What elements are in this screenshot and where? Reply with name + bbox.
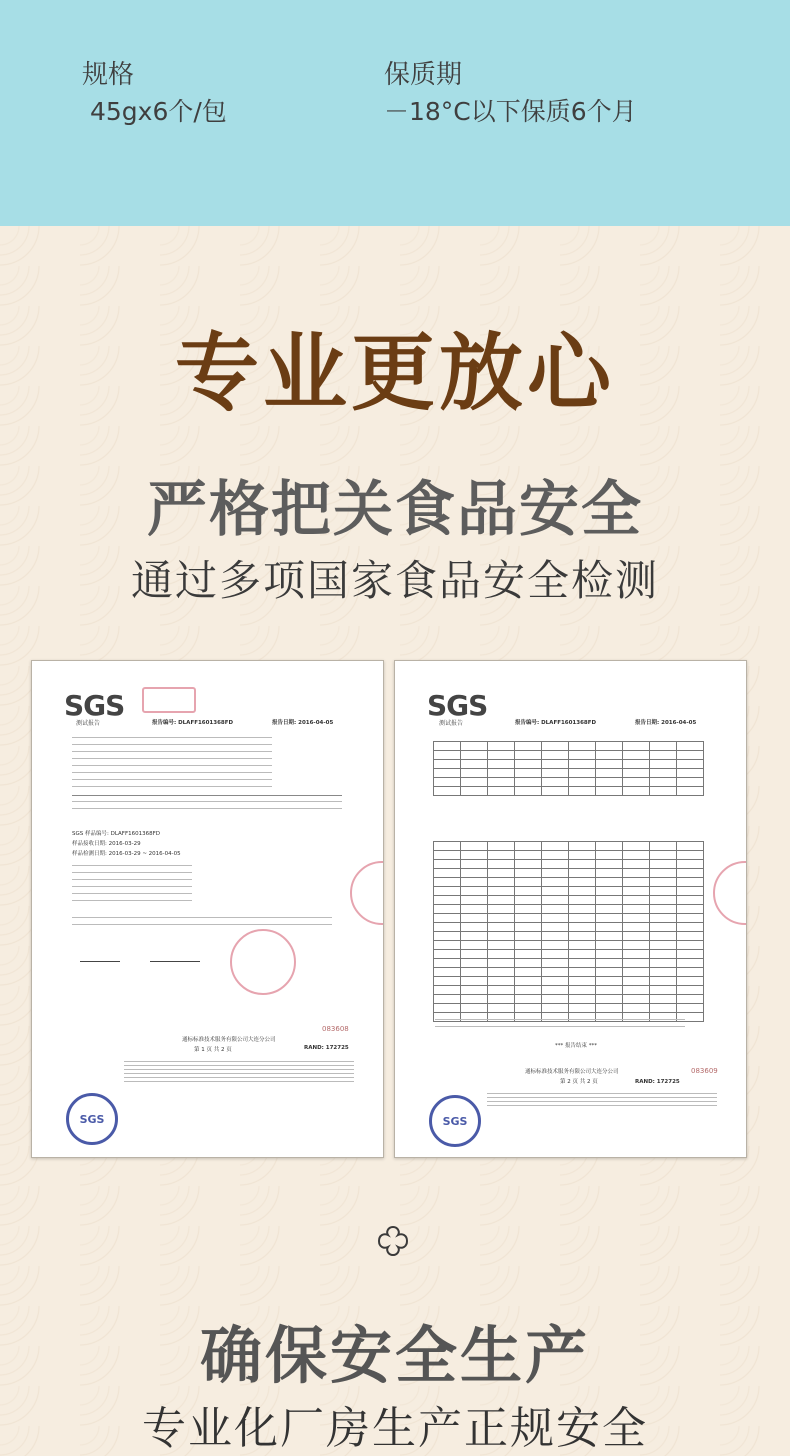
rand-code: RAND: 172725	[635, 1079, 680, 1085]
disclaimer-lines	[72, 917, 332, 931]
sgs-logo: SGS	[427, 689, 488, 722]
shelf-life-label: 保质期	[384, 60, 463, 90]
report-date: 报告日期: 2016-04-05	[635, 720, 697, 726]
section-subtitle: 严格把关食品安全	[147, 475, 643, 545]
sample-test-date: 样品检测日期: 2016-03-29 ~ 2016-04-05	[72, 851, 181, 857]
spec-label: 规格	[82, 60, 135, 90]
signature-editor	[80, 961, 120, 962]
page-number: 第 1 页 共 2 页	[194, 1047, 232, 1053]
section-title: 专业更放心	[174, 324, 615, 422]
production-caption: 专业化厂房生产正规安全	[142, 1403, 648, 1454]
signature-reviewer	[150, 961, 200, 962]
spec-value: 45gx6个/包	[90, 97, 227, 126]
sgs-seal-icon: SGS	[66, 1093, 118, 1145]
terms-lines	[487, 1093, 717, 1109]
report-end-note: *** 报告结束 ***	[555, 1043, 597, 1049]
cma-stamp	[142, 687, 196, 713]
sample-receive-date: 样品接收日期: 2016-03-29	[72, 841, 141, 847]
section-caption: 通过多项国家食品安全检测	[130, 556, 659, 605]
footer-company: 通标标准技术服务有限公司大连分公司	[525, 1069, 619, 1075]
report-type: 测试报告	[76, 720, 101, 727]
test-report-page-2	[394, 660, 747, 1158]
production-title: 确保安全生产	[199, 1319, 590, 1392]
report-date: 报告日期: 2016-04-05	[272, 720, 334, 726]
statement-lines	[72, 801, 342, 815]
edge-seal-stamp	[713, 861, 747, 925]
shelf-life-value: －18°C以下保质6个月	[384, 97, 637, 126]
quatrefoil-divider-icon	[376, 1224, 410, 1258]
microbial-results-table	[433, 841, 704, 1022]
sgs-seal-icon: SGS	[429, 1095, 481, 1147]
serial-number: 083609	[691, 1067, 718, 1075]
rand-code: RAND: 172725	[304, 1045, 349, 1051]
company-seal-stamp	[230, 929, 296, 995]
footer-company: 通标标准技术服务有限公司大连分公司	[182, 1037, 276, 1043]
serial-number: 083608	[322, 1025, 349, 1033]
chemical-results-table	[433, 741, 704, 796]
sgs-logo: SGS	[64, 689, 125, 722]
note-lines	[435, 1019, 685, 1033]
edge-seal-stamp	[350, 861, 384, 925]
sgs-sample-number: SGS 样品编号: DLAFF1601368FD	[72, 831, 161, 837]
test-report-page-1	[31, 660, 384, 1158]
report-type: 测试报告	[439, 720, 464, 727]
report-number: 报告编号: DLAFF1601368FD	[515, 720, 597, 726]
request-lines	[72, 865, 192, 907]
page-number: 第 2 页 共 2 页	[560, 1079, 598, 1085]
report-number: 报告编号: DLAFF1601368FD	[152, 720, 234, 726]
client-info-lines	[72, 737, 272, 793]
terms-lines	[124, 1061, 354, 1085]
